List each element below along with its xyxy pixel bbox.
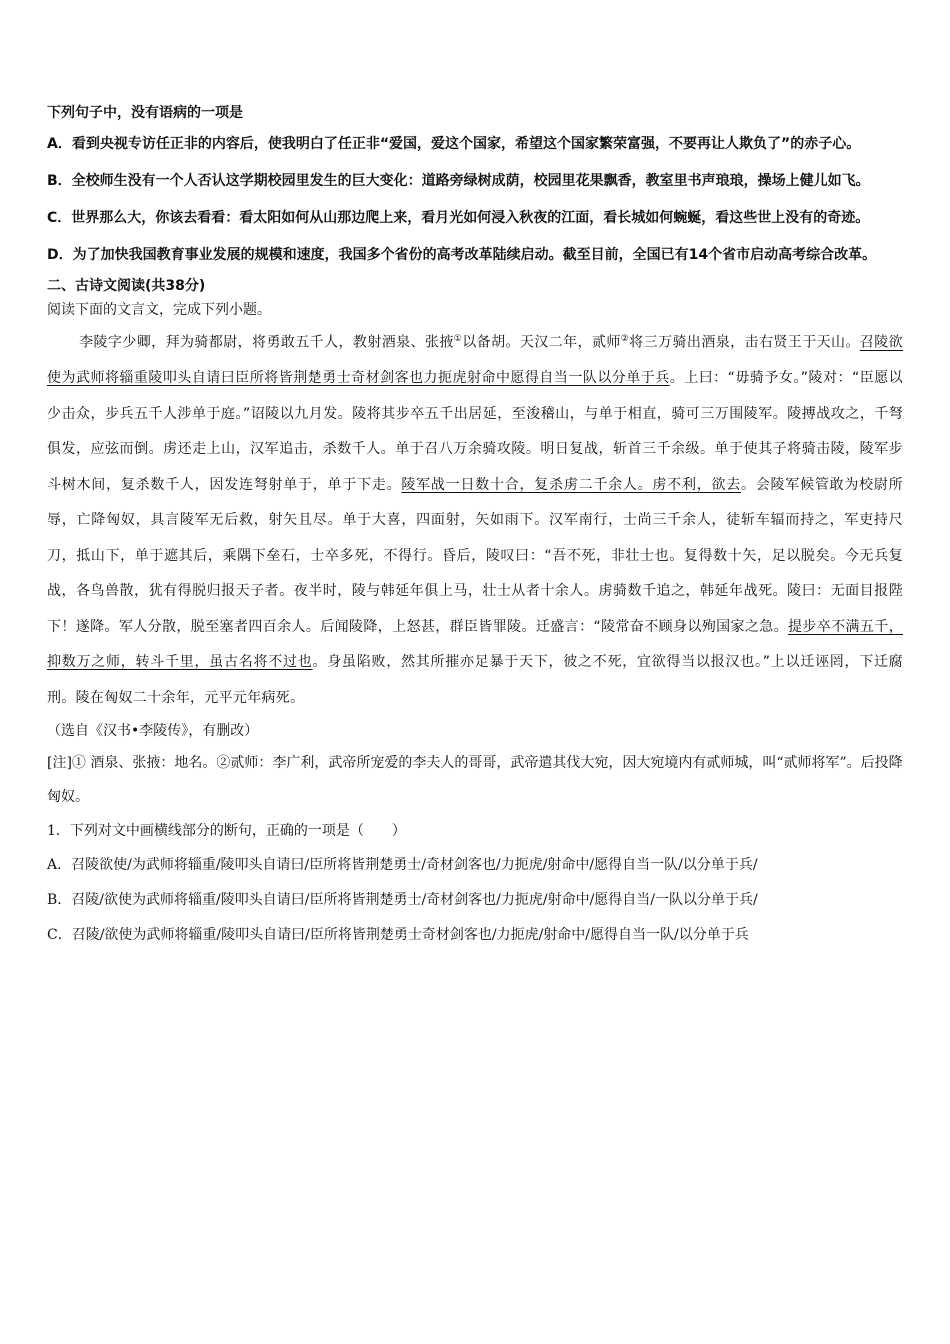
question-1-stem: 1．下列对文中画横线部分的断句，正确的一项是（ ） xyxy=(47,823,406,840)
choice-text: 召陵/欲使为武师将辎重/陵叩头自请曰/臣所将皆荆楚勇士/奇材剑客也/力扼虎/射命中/愿得自当/一队以分单于兵/ xyxy=(71,892,758,909)
choice-text: 召陵/欲使为武师将辎重/陵叩头自请曰/臣所将皆荆楚勇士奇材剑客也/力扼虎/射命中/愿得自当一队/以分单于兵 xyxy=(71,927,749,944)
choice-b xyxy=(47,883,903,918)
section-title: 二、古诗文阅读(共38分) xyxy=(47,278,206,294)
passage-text: 。会陵军候管敢为校尉所辱，亡降匈奴，具言陵军无后救，射矢且尽。单于大喜，四面射，矢如雨下。汉军南行，士尚三千余人，徒斩车辐而持之，军吏持尺刀，抵山下，单于遮其后，乘隅下垒石，士卒多死，不得行。昏后，陵叹曰：“吾不死，非壮士也。复得数十矢，足以脱矣。今无兵复战，各鸟兽散，犹有得脱归报天子者。夜半时，陵与韩延年俱上马，壮士从者十余人。虏骑数千追之，韩延年战死。陵曰：无面目报陛下！遂降。军人分散，脱至塞者四百余人。后闻陵降，上怒甚，群臣皆罪陵。迁盛言：“陵常奋不顾身以殉国家之急。 xyxy=(47,476,903,635)
choice-text: 召陵欲使/为武师将辎重/陵叩头自请曰/臣所将皆荆楚勇士/奇材剑客也/力扼虎/射命中/愿得自当一队/以分单于兵/ xyxy=(71,857,758,874)
option-label: B． xyxy=(47,173,72,189)
passage-text: 李陵字少卿，拜为骑都尉，将勇敢五千人，教射酒泉、张掖 xyxy=(79,334,454,351)
option-d xyxy=(47,237,903,274)
option-text: 全校师生没有一个人否认这学期校园里发生的巨大变化：道路旁绿树成荫，校园里花果飘香，教室里书声琅琅，操场上健儿如飞。 xyxy=(71,173,870,189)
passage-text: 。身虽陷败，然其所摧亦足暴于天下，彼之不死，宜欲得当以报汉也。”上以迁诬罔，下迁腐刑。陵在匈奴二十余年，元平元年病死。 xyxy=(47,654,903,706)
option-label: C． xyxy=(47,210,72,226)
option-b xyxy=(47,163,903,200)
choice-label: A． xyxy=(47,857,72,874)
underlined-sentence: 提步卒不满五千，抑数万之师，转斗千里，虽古名将不过也 xyxy=(47,618,903,671)
option-text: 看到央视专访任正非的内容后，使我明白了任正非“爱国，爱这个国家，希望这个国家繁荣富强，不要再让人欺负了”的赤子心。 xyxy=(71,136,861,152)
passage-source: （选自《汉书•李陵传》，有删改） xyxy=(47,723,259,740)
footnote-marker: ② xyxy=(620,334,630,344)
passage-text: 以备胡。天汉二年，贰师 xyxy=(462,334,621,351)
choice-c xyxy=(47,918,903,953)
option-c xyxy=(47,200,903,237)
option-a xyxy=(47,126,903,163)
option-label: D． xyxy=(47,247,73,263)
passage-note: [注]① 酒泉、张掖：地名。②贰师：李广利，武帝所宠爱的李夫人的哥哥，武帝遣其伐大宛，因大宛境内有贰师城，叫“贰师将军”。后投降匈奴。 xyxy=(47,755,903,806)
passage-text: 。上曰：“毋骑予女。”陵对：“臣愿以少击众，步兵五千人涉单于庭。”诏陵以九月发。陵将其步卒五千出居延，至浚稽山，与单于相直，骑可三万围陵军。陵搏战攻之，千弩俱发，应弦而倒。虏还走上山，汉军追击，杀数千人。单于召八万余骑攻陵。明日复战，斩首三千余级。单于使其子将骑击陵，陵军步斗树木间，复杀数千人，因发连弩射单于，单于下走。 xyxy=(47,370,903,493)
underlined-sentence: 召陵欲使为武师将辎重陵叩头自请曰臣所将皆荆楚勇士奇材剑客也力扼虎射命中愿得自当一队以分单于兵 xyxy=(47,334,903,387)
section-instruction: 阅读下面的文言文，完成下列小题。 xyxy=(47,302,271,318)
choice-label: B． xyxy=(47,892,72,909)
classical-passage xyxy=(47,322,903,716)
option-text: 世界那么大，你该去看看：看太阳如何从山那边爬上来，看月光如何浸入秋夜的江面，看长城如何蜿蜒，看这些世上没有的奇迹。 xyxy=(71,210,870,226)
option-label: A． xyxy=(47,136,72,152)
choice-a xyxy=(47,848,903,883)
document-page xyxy=(47,100,903,953)
passage-text: 将三万骑出酒泉，击右贤王于天山。 xyxy=(629,334,860,351)
option-text: 为了加快我国教育事业发展的规模和速度，我国多个省份的高考改革陆续启动。截至目前，全国已有14个省市启动高考综合改革。 xyxy=(72,247,877,263)
choice-label: C． xyxy=(47,927,72,944)
footnote-marker: ① xyxy=(453,334,463,344)
question-stem: 下列句子中，没有语病的一项是 xyxy=(47,105,243,121)
underlined-sentence: 陵军战一日数十合，复杀虏二千余人。虏不利，欲去 xyxy=(401,476,742,493)
